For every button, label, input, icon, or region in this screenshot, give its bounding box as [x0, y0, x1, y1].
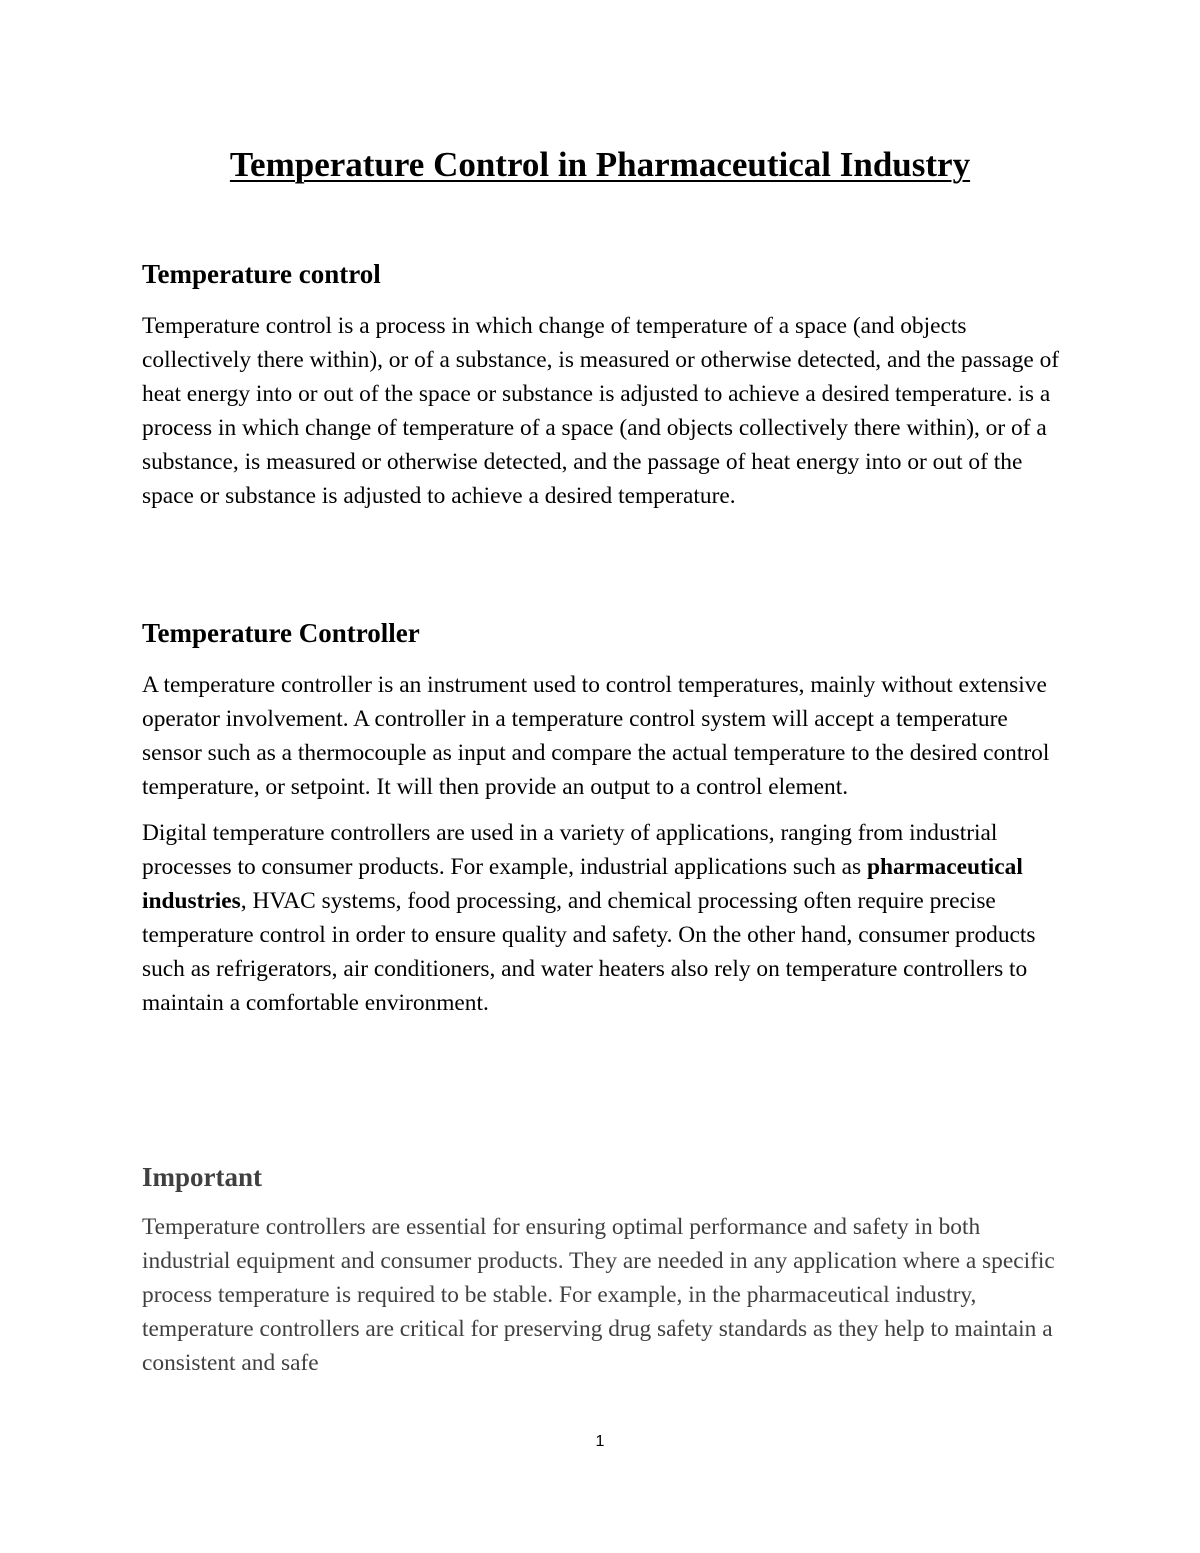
section-important: [142, 1160, 1062, 1380]
section-temperature-control: [142, 257, 1062, 513]
paragraph-text-after: , HVAC systems, food processing, and chemical processing often require precise temperature control in order to ensure quality and safety. On the other hand, consumer products such as refrigerators, air conditioners, and water heaters also rely on temperature controllers to maintain a comfortable environment.: [142, 888, 1036, 1016]
section-paragraph-applications: [142, 816, 1062, 1020]
section-heading: Temperature Controller: [142, 618, 420, 648]
bold-phrase-pharmaceutical-industries: pharmaceutical industries: [142, 854, 1023, 914]
section-paragraph: Temperature controllers are essential for ensuring optimal performance and safety in both industrial equipment and consumer products. They are needed in any application where a specific process temperature is required to be stable. For example, in the pharmaceutical industry, temperature controllers are critical for preserving drug safety standards as they help to maintain a consistent and safe: [142, 1214, 1055, 1376]
page-number: 1: [595, 1433, 605, 1450]
document-title: Temperature Control in Pharmaceutical Industry: [229, 145, 971, 184]
section-paragraph: A temperature controller is an instrument used to control temperatures, mainly without extensive operator involvement. A controller in a temperature control system will accept a temperature sensor such as a thermocouple as input and compare the actual temperature to the desired control temperature, or setpoint. It will then provide an output to a control element.: [142, 672, 1050, 800]
section-heading: Temperature control: [142, 259, 381, 289]
section-heading: Important: [142, 1162, 262, 1192]
paragraph-text-before: Digital temperature controllers are used in a variety of applications, ranging from industrial processes to consumer products. For example, industrial applications such as: [142, 820, 998, 880]
section-temperature-controller: [142, 616, 1062, 1020]
section-paragraph: Temperature control is a process in which change of temperature of a space (and objects collectively there within), or of a substance, is measured or otherwise detected, and the passage of heat energy into or out of the space or substance is adjusted to achieve a desired temperature. is a process in which change of temperature of a space (and objects collectively there within), or of a substance, is measured or otherwise detected, and the passage of heat energy into or out of the space or substance is adjusted to achieve a desired temperature.: [142, 313, 1060, 509]
